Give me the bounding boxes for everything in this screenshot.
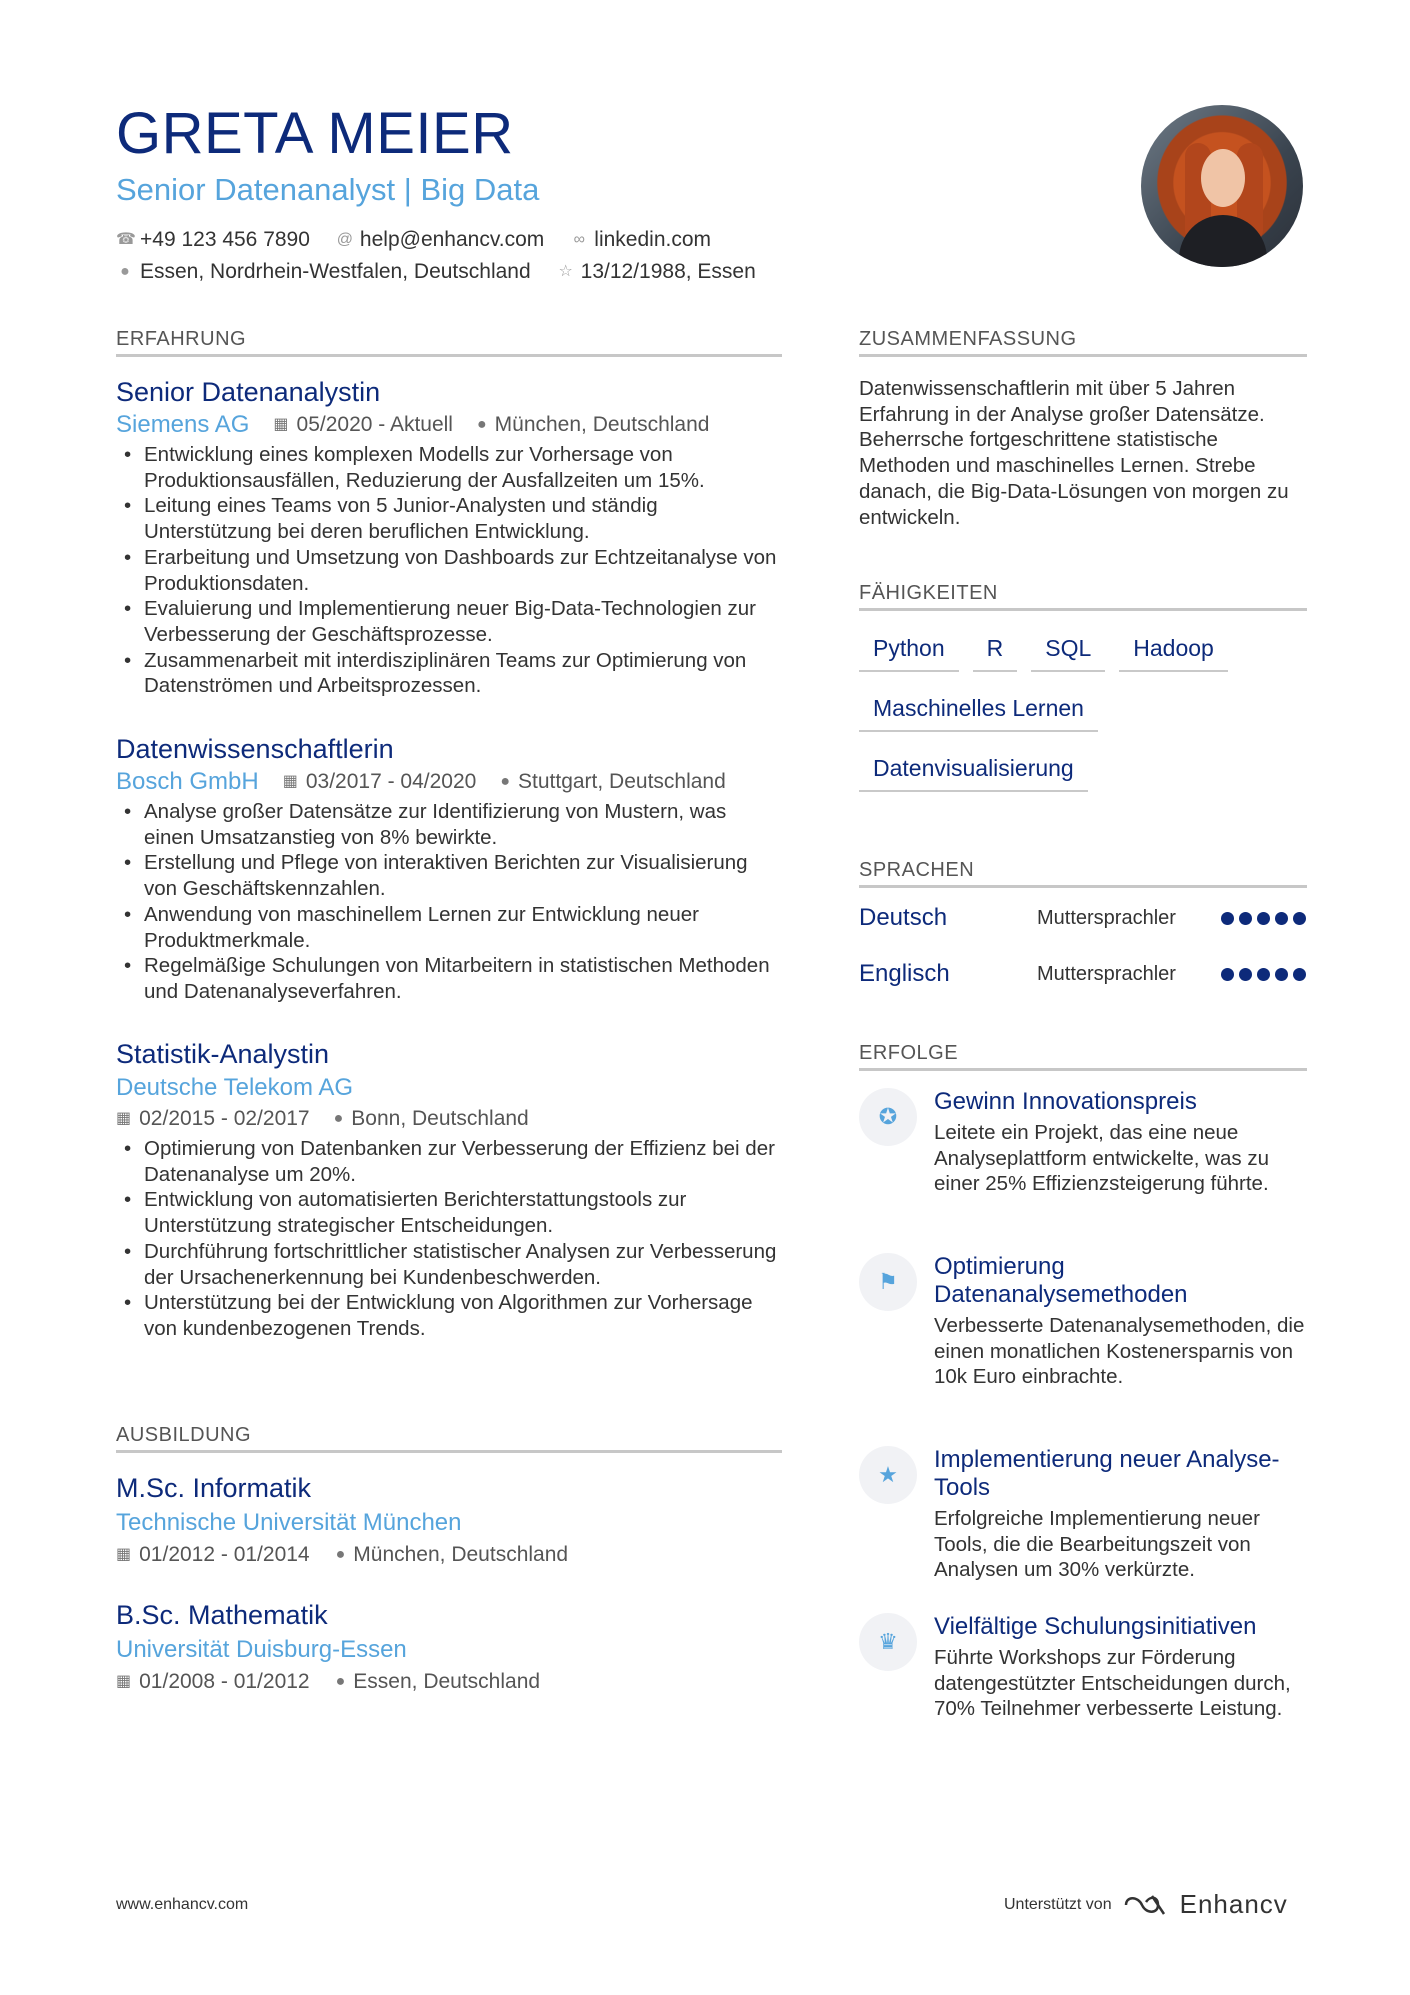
footer-brand xyxy=(1004,1889,1288,1920)
calendar-icon: ▦ xyxy=(116,1673,132,1690)
job-company: Siemens AG xyxy=(116,411,250,438)
job-bullets xyxy=(116,799,782,1005)
rating-dot xyxy=(1293,912,1306,925)
location-pin-icon: ● xyxy=(335,1546,346,1563)
skill-tag: Datenvisualisierung xyxy=(859,748,1088,792)
footer-website[interactable]: www.enhancv.com xyxy=(116,1896,249,1913)
linkedin-contact[interactable] xyxy=(570,224,711,256)
job-location xyxy=(500,767,725,797)
skill-tag: Hadoop xyxy=(1119,628,1228,672)
achievements-heading: ERFOLGE xyxy=(859,1040,1307,1071)
job-bullets xyxy=(116,442,782,699)
experience-heading: ERFAHRUNG xyxy=(116,326,782,357)
summary-heading: ZUSAMMENFASSUNG xyxy=(859,326,1307,357)
achievement-title: Vielfältige Schulungsinitiativen xyxy=(934,1613,1257,1640)
email-contact[interactable] xyxy=(336,224,544,256)
brand-name: Enhancv xyxy=(1179,1889,1288,1919)
achievement-title: Optimierung Datenanalysemethoden xyxy=(934,1253,1188,1308)
education-dates xyxy=(116,1540,310,1570)
star-outline-icon: ☆ xyxy=(558,263,573,280)
flag-icon: ⚑ xyxy=(859,1253,917,1311)
bullet-item: • Unterstützung bei der Entwicklung von Algorithmen zur Vorhersage von kundenbezogenen Trends. xyxy=(116,1290,782,1341)
achievement-title: Gewinn Innovationspreis xyxy=(934,1088,1197,1115)
candidate-title: Senior Datenanalyst | Big Data xyxy=(116,172,540,207)
skills-row xyxy=(859,628,1309,672)
birth-text: 13/12/1988, Essen xyxy=(580,260,756,283)
location-contact xyxy=(116,256,531,288)
resume-header xyxy=(116,100,1016,288)
language-rating xyxy=(1221,912,1306,925)
language-name: Deutsch xyxy=(859,904,948,931)
rating-dot xyxy=(1257,968,1270,981)
job-dates xyxy=(283,767,477,797)
bullet-item: • Entwicklung eines komplexen Modells zur Vorhersage von Produktionsausfällen, Reduzierung der Ausfallzeiten um 15%. xyxy=(116,442,782,493)
language-name: Englisch xyxy=(859,960,950,987)
languages-heading: SPRACHEN xyxy=(859,857,1307,888)
rating-dot xyxy=(1239,912,1252,925)
trophy-icon: ♛ xyxy=(859,1613,917,1671)
language-entry xyxy=(859,904,1307,932)
summary-text: Datenwissenschaftlerin mit über 5 Jahren Erfahrung in der Analyse großer Datensätze. Beherrsche fortgeschrittene statistische Methoden und maschinelles Lernen. Strebe danach, die Big-Data-Lösungen von morgen zu entwickeln. xyxy=(859,377,1289,529)
job-dates xyxy=(273,410,453,440)
phone-text: +49 123 456 7890 xyxy=(140,228,310,251)
skill-tag: R xyxy=(973,628,1018,672)
job-title: Senior Datenanalystin xyxy=(116,377,381,407)
job-company: Deutsche Telekom AG xyxy=(116,1074,354,1101)
achievement-desc: Leitete ein Projekt, das eine neue Analyseplattform entwickelte, was zu einer 25% Effizienzsteigerung führte. xyxy=(934,1121,1269,1196)
award-icon: ✪ xyxy=(859,1088,917,1146)
job-location-text: Stuttgart, Deutschland xyxy=(518,770,726,793)
degree-title: M.Sc. Informatik xyxy=(116,1473,312,1503)
contact-row-1 xyxy=(116,224,1016,256)
education-location xyxy=(336,1667,540,1697)
job-dates-text: 03/2017 - 04/2020 xyxy=(305,770,477,793)
bullet-item: • Erstellung und Pflege von interaktiven Berichten zur Visualisierung von Geschäftskennzahlen. xyxy=(116,850,782,901)
at-icon: @ xyxy=(336,231,354,248)
education-meta xyxy=(116,1540,782,1570)
education-location-text: Essen, Deutschland xyxy=(353,1670,541,1693)
rating-dot xyxy=(1275,912,1288,925)
skill-tag: Python xyxy=(859,628,959,672)
rating-dot xyxy=(1221,968,1234,981)
powered-by-text: Unterstützt von xyxy=(1004,1895,1112,1913)
job-company: Bosch GmbH xyxy=(116,768,259,795)
job-location-text: München, Deutschland xyxy=(494,413,710,436)
contact-info xyxy=(116,224,1016,288)
profile-photo xyxy=(1141,105,1303,267)
bullet-item: • Optimierung von Datenbanken zur Verbesserung der Effizienz bei der Datenanalyse um 20%. xyxy=(116,1136,782,1187)
job-title: Datenwissenschaftlerin xyxy=(116,734,394,764)
location-pin-icon: ● xyxy=(335,1673,346,1690)
education-heading: AUSBILDUNG xyxy=(116,1422,782,1453)
linkedin-text[interactable]: linkedin.com xyxy=(594,228,712,251)
education-entry xyxy=(116,1470,782,1570)
rating-dot xyxy=(1221,912,1234,925)
calendar-icon: ▦ xyxy=(116,1546,132,1563)
skills-row xyxy=(859,748,1309,792)
photo-face xyxy=(1201,149,1245,207)
bullet-item: • Anwendung von maschinellem Lernen zur Entwicklung neuer Produktmerkmale. xyxy=(116,902,782,953)
job-bullets xyxy=(116,1136,782,1342)
education-dates xyxy=(116,1667,310,1697)
achievement-body xyxy=(934,1253,1307,1390)
job-location xyxy=(334,1104,529,1134)
location-pin-icon: ● xyxy=(120,263,130,280)
achievement-title: Implementierung neuer Analyse-Tools xyxy=(934,1446,1280,1501)
bullet-item: • Entwicklung von automatisierten Berichterstattungstools zur Unterstützung strategischer Entscheidungen. xyxy=(116,1187,782,1238)
language-entry xyxy=(859,960,1307,988)
location-text: Essen, Nordrhein-Westfalen, Deutschland xyxy=(140,260,531,283)
location-pin-icon: ● xyxy=(333,1110,344,1127)
education-location-text: München, Deutschland xyxy=(353,1543,569,1566)
skill-tag: Maschinelles Lernen xyxy=(859,688,1098,732)
bullet-item: • Durchführung fortschrittlicher statistischer Analysen zur Verbesserung der Ursachenerkennung bei Kundenbeschwerden. xyxy=(116,1239,782,1290)
education-location xyxy=(336,1540,568,1570)
job-entry xyxy=(116,374,782,699)
degree-title: B.Sc. Mathematik xyxy=(116,1600,328,1630)
calendar-icon: ▦ xyxy=(273,416,289,433)
job-meta xyxy=(116,767,782,797)
education-dates-text: 01/2012 - 01/2014 xyxy=(139,1543,310,1566)
achievement-body xyxy=(934,1446,1307,1583)
school-name: Technische Universität München xyxy=(116,1509,462,1536)
school-name: Universität Duisburg-Essen xyxy=(116,1636,407,1663)
job-title: Statistik-Analystin xyxy=(116,1039,330,1069)
job-location-text: Bonn, Deutschland xyxy=(351,1107,529,1130)
job-location xyxy=(477,410,709,440)
rating-dot xyxy=(1239,968,1252,981)
calendar-icon: ▦ xyxy=(282,773,298,790)
candidate-name: GRETA MEIER xyxy=(116,101,514,166)
education-entry xyxy=(116,1597,782,1697)
star-icon: ★ xyxy=(859,1446,917,1504)
job-meta xyxy=(116,410,782,440)
location-pin-icon: ● xyxy=(476,416,487,433)
bullet-item: • Erarbeitung und Umsetzung von Dashboards zur Echtzeitanalyse von Produktionsdaten. xyxy=(116,545,782,596)
job-entry xyxy=(116,731,782,1005)
contact-row-2 xyxy=(116,256,1016,288)
job-dates-text: 05/2020 - Aktuell xyxy=(296,413,453,436)
achievement-body xyxy=(934,1613,1307,1722)
location-pin-icon: ● xyxy=(500,773,510,790)
bullet-item: • Leitung eines Teams von 5 Junior-Analysten und ständig Unterstützung bei deren beruflichen Entwicklung. xyxy=(116,493,782,544)
skills-heading: FÄHIGKEITEN xyxy=(859,580,1307,611)
skills-row xyxy=(859,688,1309,732)
birth-contact xyxy=(557,256,756,288)
enhancv-logo-icon xyxy=(1122,1892,1170,1918)
language-level: Muttersprachler xyxy=(1037,906,1176,929)
skills-list xyxy=(859,628,1309,808)
language-rating xyxy=(1221,968,1306,981)
language-level: Muttersprachler xyxy=(1037,962,1176,985)
skill-tag: SQL xyxy=(1031,628,1105,672)
achievement-desc: Führte Workshops zur Förderung datengestützter Entscheidungen durch, 70% Teilnehmer verbesserte Leistung. xyxy=(934,1646,1291,1721)
rating-dot xyxy=(1293,968,1306,981)
email-text[interactable]: help@enhancv.com xyxy=(359,228,545,251)
job-dates xyxy=(116,1104,310,1134)
bullet-item: • Zusammenarbeit mit interdisziplinären Teams zur Optimierung von Datenströmen und Arbeitsprozessen. xyxy=(116,648,782,699)
calendar-icon: ▦ xyxy=(116,1110,132,1127)
education-meta xyxy=(116,1667,782,1697)
rating-dot xyxy=(1257,912,1270,925)
job-dates-text: 02/2015 - 02/2017 xyxy=(139,1107,310,1130)
bullet-item: • Analyse großer Datensätze zur Identifizierung von Mustern, was einen Umsatzanstieg von 8% bewirkte. xyxy=(116,799,782,850)
bullet-item: • Evaluierung und Implementierung neuer Big-Data-Technologien zur Verbesserung der Geschäftsprozesse. xyxy=(116,596,782,647)
phone-icon: ☎ xyxy=(116,231,136,248)
achievement-body xyxy=(934,1088,1307,1197)
link-icon: ∞ xyxy=(573,231,585,248)
education-dates-text: 01/2008 - 01/2012 xyxy=(139,1670,310,1693)
achievement-desc: Verbesserte Datenanalysemethoden, die einen monatlichen Kostenersparnis von 10k Euro einbrachte. xyxy=(934,1314,1305,1389)
phone-contact xyxy=(116,224,310,256)
job-entry xyxy=(116,1036,782,1342)
achievement-desc: Erfolgreiche Implementierung neuer Tools, die die Bearbeitungszeit von Analysen um 30% verkürzte. xyxy=(934,1507,1260,1582)
rating-dot xyxy=(1275,968,1288,981)
job-meta xyxy=(116,1104,782,1134)
bullet-item: • Regelmäßige Schulungen von Mitarbeitern in statistischen Methoden und Datenanalyseverfahren. xyxy=(116,953,782,1004)
